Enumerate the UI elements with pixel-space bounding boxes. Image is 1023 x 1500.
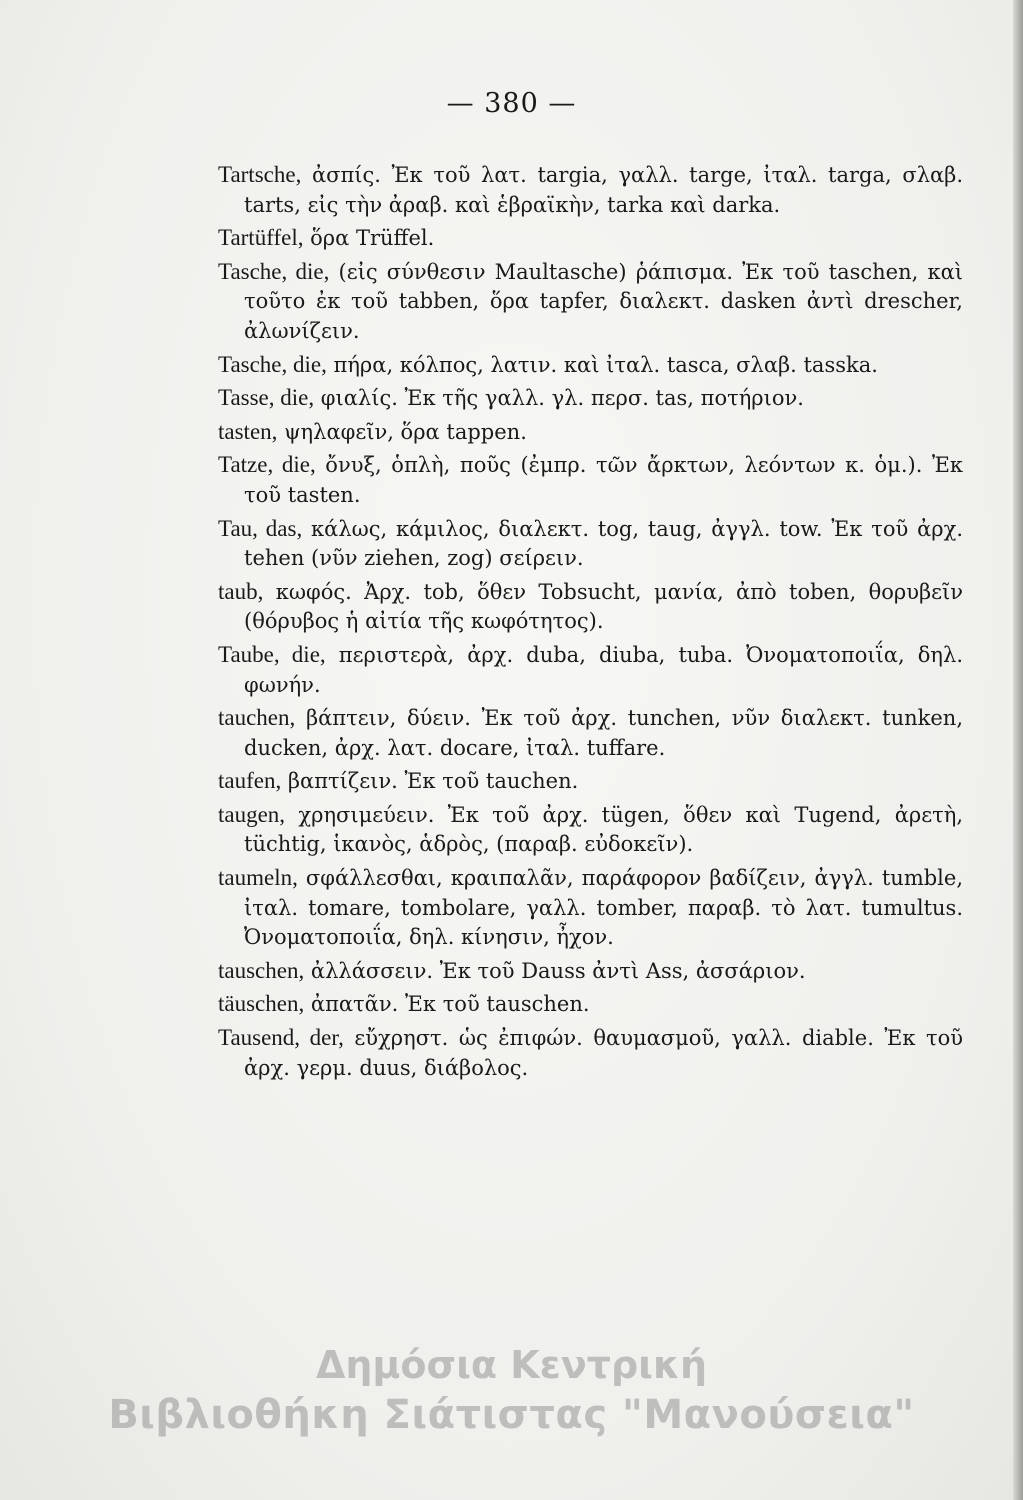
entry-definition: ὄνυξ, ὁπλὴ, ποῦς (ἐμπρ. τῶν ἄρκτων, λεόντων κ. ὁμ.). Ἐκ τοῦ tasten.: [244, 453, 963, 507]
dictionary-entry: [218, 800, 963, 860]
library-watermark: [0, 1340, 1023, 1440]
entry-headword: tauschen,: [218, 957, 305, 983]
dictionary-entry: [218, 640, 963, 700]
dictionary-entry: [218, 514, 963, 574]
watermark-line-1: Δημόσια Κεντρική: [315, 1343, 708, 1387]
entry-headword: tauchen,: [218, 705, 296, 731]
dictionary-entry: [218, 577, 963, 637]
dictionary-entry: [218, 766, 963, 797]
entry-definition: χρησιμεύειν. Ἐκ τοῦ ἀρχ. tügen, ὅθεν καὶ Tugend, ἀρετὴ, tüchtig, ἱκανὸς, ἁδρὸς, (παραβ. εὐδοκεῖν).: [244, 802, 963, 857]
entry-headword: Tausend, der,: [218, 1025, 344, 1051]
page-edge-shadow: [1013, 0, 1023, 1500]
entry-headword: Taube, die,: [218, 641, 326, 667]
entry-definition: βαπτίζειν. Ἐκ τοῦ tauchen.: [281, 769, 579, 794]
entry-definition: ὅρα Trüffel.: [303, 226, 435, 251]
entry-definition: ἀπατᾶν. Ἐκ τοῦ tauschen.: [304, 992, 590, 1017]
entry-definition: εὔχρηστ. ὡς ἐπιφών. θαυμασμοῦ, γαλλ. diable. Ἐκ τοῦ ἀρχ. γερμ. duus, διάβολος.: [244, 1026, 964, 1080]
entry-headword: taumeln,: [218, 865, 298, 891]
dictionary-entry: [218, 956, 963, 987]
entry-definition: κάλως, κάμιλος, διαλεκτ. tog, taug, ἀγγλ. tow. Ἐκ τοῦ ἀρχ. tehen (νῦν ziehen, zog) σείρειν.: [244, 516, 963, 571]
entry-definition: φιαλίς. Ἐκ τῆς γαλλ. γλ. περσ. tas, ποτήριον.: [314, 386, 804, 411]
entry-headword: Tartsche,: [218, 162, 302, 187]
dictionary-entry: [218, 417, 963, 448]
entry-definition: ἀλλάσσειν. Ἐκ τοῦ Dauss ἀντὶ Ass, ἀσσάριον.: [304, 958, 806, 983]
entry-definition: βάπτειν, δύειν. Ἐκ τοῦ ἀρχ. tunchen, νῦν διαλεκτ. tunken, ducken, ἀρχ. λατ. docare, ἰταλ. tuffare.: [244, 706, 963, 760]
entry-headword: taugen,: [218, 801, 286, 827]
entry-definition: (εἰς σύνθεσιν Maultasche) ῥάπισμα. Ἐκ τοῦ taschen, καὶ τοῦτο ἐκ τοῦ tabben, ὅρα tapfer, διαλεκτ. dasken ἀντὶ drescher, ἀλωνίζειν.: [244, 259, 963, 343]
dictionary-entry: [218, 450, 963, 510]
entry-headword: tasten,: [218, 418, 278, 444]
dictionary-entry: [218, 1023, 963, 1083]
dictionary-entry: [218, 257, 963, 347]
entry-headword: taufen,: [218, 768, 282, 794]
dictionary-entries: [218, 160, 963, 1086]
dictionary-entry: [218, 989, 963, 1020]
dictionary-entry: [218, 863, 963, 953]
entry-headword: Tau, das,: [218, 515, 303, 541]
entry-definition: πήρα, κόλπος, λατιν. καὶ ἰταλ. tasca, σλαβ. tasska.: [326, 352, 878, 377]
entry-headword: Tasche, die,: [218, 351, 327, 377]
entry-headword: Tasche, die,: [218, 258, 330, 284]
watermark-line-2: Βιβλιοθήκη Σιάτιστας "Μανούσεια": [108, 1392, 915, 1438]
entry-definition: κωφός. Ἀρχ. tob, ὅθεν Tobsucht, μανία, ἀπὸ toben, θορυβεῖν (θόρυβος ἡ αἰτία τῆς κωφότητος).: [244, 579, 963, 634]
entry-definition: ψηλαφεῖν, ὅρα tappen.: [277, 419, 527, 444]
entry-definition: σφάλλεσθαι, κραιπαλᾶν, παράφορον βαδίζειν, ἀγγλ. tumble, ἰταλ. tomare, tombolare, γαλλ. tomber, παραβ. τὸ λατ. tumultus. Ὀνοματοποιΐα, δηλ. κίνησιν, ἦχον.: [244, 866, 963, 950]
entry-headword: täuschen,: [218, 991, 305, 1017]
entry-headword: Tasse, die,: [218, 385, 315, 411]
dictionary-entry: [218, 703, 963, 763]
entry-definition: ἀσπίς. Ἐκ τοῦ λατ. targia, γαλλ. targe, ἰταλ. targa, σλαβ. tarts, εἰς τὴν ἀραβ. καὶ ἑβραϊκὴν, tarka καὶ darka.: [244, 163, 963, 217]
dictionary-entry: [218, 350, 963, 381]
page-number: — 380 —: [446, 88, 577, 119]
dictionary-entry: [218, 160, 963, 220]
entry-definition: περιστερὰ, ἀρχ. duba, diuba, tuba. Ὀνοματοποιΐα, δηλ. φωνήν.: [244, 642, 963, 697]
entry-headword: Tatze, die,: [218, 452, 316, 478]
entry-headword: Tartüffel,: [218, 225, 304, 251]
dictionary-entry: [218, 223, 963, 254]
dictionary-entry: [218, 383, 963, 414]
entry-headword: taub,: [218, 578, 264, 604]
